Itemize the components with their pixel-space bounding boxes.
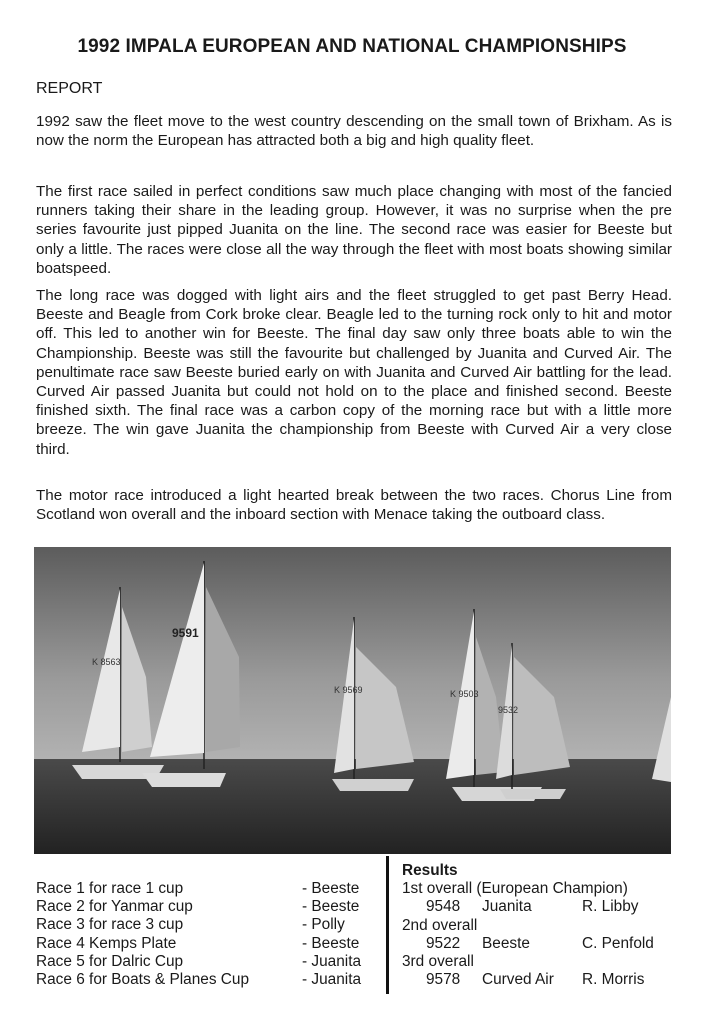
race-name: Race 2 for Yanmar cup bbox=[36, 898, 193, 916]
result-entry-third bbox=[402, 971, 682, 989]
owner-name: R. Libby bbox=[582, 898, 639, 916]
result-entry-first bbox=[402, 898, 682, 916]
paragraph-first-race: The first race sailed in perfect conditions saw much place changing with most of the fancied runners taking their share in the leading group. However, it was no surprise when the pre series favourite just pipped Juanita on the line. The second race was easier for Beeste but only a little. The races were close all the way through the fleet with most boats showing similar boatspeed. bbox=[36, 183, 672, 277]
race-winner: - Beeste bbox=[302, 898, 360, 916]
page-title: 1992 IMPALA EUROPEAN AND NATIONAL CHAMPIONSHIPS bbox=[77, 36, 627, 57]
results-panel bbox=[402, 862, 682, 989]
race-winner: - Beeste bbox=[302, 934, 360, 952]
sail-number-1: K 8563 bbox=[92, 657, 121, 667]
race-name: Race 1 for race 1 cup bbox=[36, 880, 184, 897]
column-divider bbox=[386, 856, 389, 994]
boat-name: Beeste bbox=[482, 934, 530, 952]
list-item bbox=[36, 916, 376, 934]
list-item bbox=[36, 953, 376, 971]
race-winner: - Polly bbox=[302, 916, 345, 934]
sail-number-3: K 9569 bbox=[334, 685, 363, 695]
race-winner: - Beeste bbox=[302, 880, 360, 897]
paragraph-long-race: The long race was dogged with light airs and the fleet struggled to get past Berry Head. Beeste and Beagle from Cork broke clear. Beagle led to the turning rock only to hit and motor off. This led to another win for Beeste. The final day saw only three boats able to win the Championship. Beeste was still the favourite but challenged by Juanita and Curved Air. The penultimate race saw Beeste buried early on with Juanita and Curved Air battling for the lead. Curved Air passed Juanita but could not hold on to the place and finished second. Beeste finished sixth. The final race was a carbon copy of the morning race but with a little more breeze. The win gave Juanita the championship from Beeste with Curved Air a very close third. bbox=[36, 287, 672, 458]
race-name: Race 3 for race 3 cup bbox=[36, 916, 184, 934]
race-winner: - Juanita bbox=[302, 970, 362, 988]
race-winners-list bbox=[36, 880, 376, 989]
list-item bbox=[36, 935, 376, 953]
regatta-photo bbox=[34, 547, 671, 854]
boat-name: Curved Air bbox=[482, 971, 554, 989]
list-item bbox=[36, 971, 376, 989]
list-item bbox=[36, 898, 376, 916]
results-heading: Results bbox=[402, 862, 458, 879]
paragraph-motor-race: The motor race introduced a light hearted break between the two races. Chorus Line from Scotland won overall and the inboard section with Menace taking the outboard class. bbox=[36, 487, 672, 524]
race-name: Race 5 for Dalric Cup bbox=[36, 952, 184, 970]
sail-number: 9522 bbox=[426, 934, 461, 952]
paragraph-intro: 1992 saw the fleet move to the west country descending on the small town of Brixham. As is now the norm the European has attracted both a big and high quality fleet. bbox=[36, 113, 672, 150]
result-entry-second bbox=[402, 935, 682, 953]
owner-name: R. Morris bbox=[582, 971, 645, 989]
result-label-third: 3rd overall bbox=[402, 952, 474, 970]
sail-number-2: 9591 bbox=[172, 626, 199, 640]
result-label-second: 2nd overall bbox=[402, 916, 478, 934]
race-name: Race 4 Kemps Plate bbox=[36, 934, 177, 952]
boat-name: Juanita bbox=[482, 898, 532, 916]
sail-number-5: 9532 bbox=[498, 705, 519, 715]
sail-number: 9578 bbox=[426, 971, 461, 989]
race-winner: - Juanita bbox=[302, 952, 362, 970]
result-label-first: 1st overall (European Champion) bbox=[402, 880, 628, 898]
report-subheading: REPORT bbox=[36, 80, 103, 97]
race-name: Race 6 for Boats & Planes Cup bbox=[36, 970, 250, 988]
sail-number: 9548 bbox=[426, 898, 461, 916]
sail-number-4: K 9503 bbox=[450, 689, 479, 699]
owner-name: C. Penfold bbox=[582, 934, 654, 952]
list-item bbox=[36, 880, 376, 898]
